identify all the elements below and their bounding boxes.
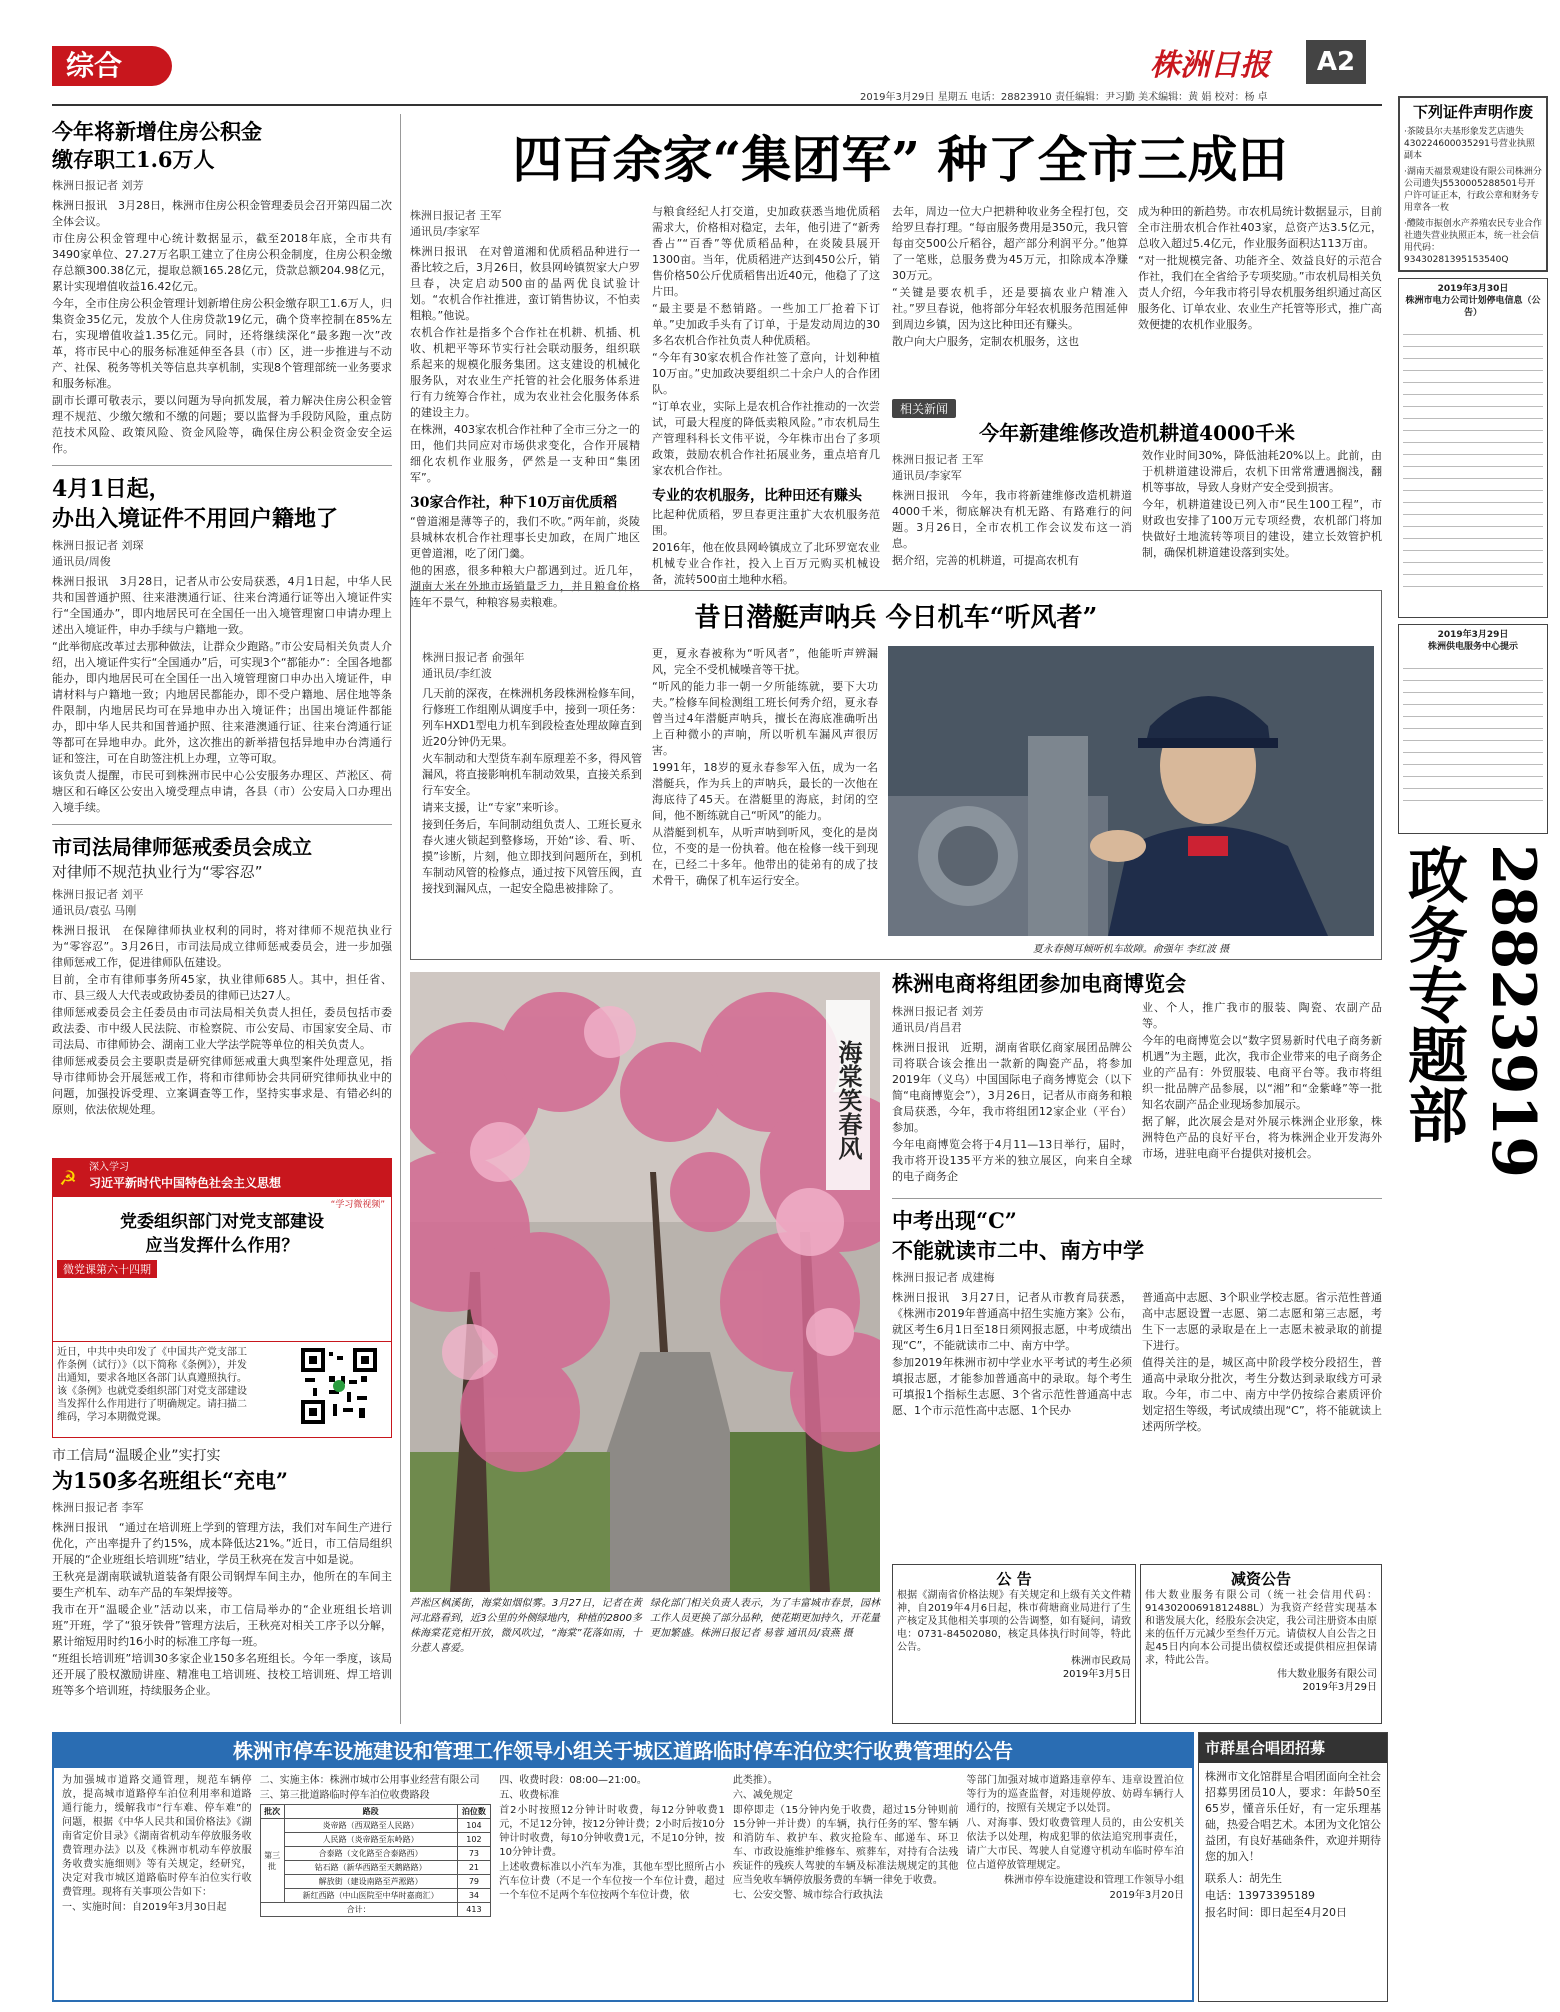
lead-col-3 (892, 204, 1128, 384)
paragraph: 该负责人提醒，市民可到株洲市民中心公安服务办理区、芦淞区、荷塘区和石峰区公安出入境受理点申请，各县（市）公安局入口办理出入境手续。 (52, 769, 392, 814)
outage-caption: 株洲供电服务中心提示 (1427, 642, 1518, 652)
table-cell: 合泰路（文化路至合泰路西） (284, 1847, 457, 1861)
article-ecommerce (892, 968, 1382, 1188)
dept-phone-vertical: 28823919 (1478, 844, 1548, 1178)
divider (52, 465, 392, 466)
paragraph: 我市在开“温暖企业”活动以来，市工信局举办的“企业班组长培训班”开班，学了“狼牙铁骨”管理方法后，王秋亮对相关工序予以分解，累计缩短用时约16小时的标准工序每一班。 (52, 1603, 392, 1648)
article-title-line: 中考出现“C” (892, 1208, 1017, 1233)
table-cell: 钻石路（新华西路至天鹅路路） (284, 1861, 457, 1875)
lead-col-2 (652, 204, 880, 586)
technician-photo (888, 646, 1374, 936)
page-number: A2 (1306, 40, 1366, 84)
byline: 株洲日报记者 李军 (52, 1501, 144, 1514)
article-title-line: 今年将新增住房公积金 (52, 119, 262, 144)
study-banner-line1: 深入学习 (89, 1162, 129, 1173)
divider (52, 824, 392, 825)
table-cell: 413 (457, 1903, 491, 1917)
paragraph: 比起种优质稻，罗旦春更注重扩大农机服务范围。 (652, 508, 880, 537)
lead-col-4 (1138, 204, 1382, 384)
table-row (260, 1847, 491, 1861)
paragraph: 业、个人，推广我市的服装、陶瓷、农副产品等。 (1142, 1001, 1382, 1030)
study-banner-tag: “学习微视频” (330, 1200, 385, 1210)
paragraph: 八、对海事、毁灯收费管理人员的，由公安机关依法予以处理，构成犯罪的依法追究刑事责任，请广大市民、驾驶人自觉遵守机动车临时停车泊位占道停放管理规定。 (966, 1818, 1185, 1871)
table-cell: 73 (457, 1847, 491, 1861)
paragraph: 接到任务后，车间制动组负责人、工班长夏永春火速火锁起到整修场，开始“诊、看、听、摸”诊断，片刻，他立即找到问题所在，到机车制动风管的检修点，通过按下风管压阀，直接找到漏风点，一起安全隐患被排除了。 (422, 818, 642, 895)
table-cell: 新红西路（中山医院至中华时嘉商汇） (284, 1889, 457, 1903)
paragraph: 三、第三批道路临时停车泊位收费路段 (259, 1790, 430, 1801)
notice-sign: 伟大数业服务有限公司 (1277, 1669, 1377, 1680)
paragraph: 散户向大户服务，定制农机服务，这也 (892, 335, 1079, 348)
paragraph: 株洲日报讯 3月28日，记者从市公安局获悉，4月1日起，中华人民共和国普通护照、往来港澳通行证、往来台湾通行证等出入境证件实行“全国通办”，即内地居民可在全国任一出入境管理窗口申请办理上述出入境证件，申办手续与户籍地一致。 (52, 575, 392, 636)
related-title: 今年新建维修改造机耕道4000千米 (979, 421, 1295, 445)
void-certificates-title: 下列证件声明作废 (1412, 103, 1533, 121)
outage-table-1 (1403, 323, 1543, 593)
paragraph: 更，夏永春被称为“听风者”，他能听声辨漏风，完全不受机械噪音等干扰。 (652, 647, 878, 676)
recruit-title: 市群星合唱团招募 (1199, 1733, 1387, 1763)
table-cell: 解放街（建设南路至芦淞路） (284, 1875, 457, 1889)
article-title: 市司法局律师惩戒委员会成立 (52, 835, 312, 859)
paragraph: 请来支援，让“专家”来听诊。 (422, 801, 566, 814)
table-cell: 合计： (260, 1903, 457, 1917)
table-head: 路段 (284, 1805, 457, 1819)
study-title-line: 党委组织部门对党支部建设 (120, 1212, 324, 1232)
choir-recruit-notice (1198, 1732, 1388, 2002)
paragraph: 株洲日报讯 在对曾道湘和优质稻品种进行一番比较之后，3月26日，攸县网岭镇贺家大户罗旦春，决定启动500亩的晶两优良试验计划。“农机合作社推进，蛮订销售协议，不怕卖粗粮。”他说。 (410, 245, 640, 322)
notice-capital-reduction (1140, 1564, 1382, 1724)
submarine-col-1 (422, 646, 642, 956)
paragraph: 今年的电商博览会以“数字贸易新时代电子商务新机遇”为主题，此次，我市企业带来的电子商务企业的产品有：外贸服装、电商平台等。我市将组织一批品牌产品参展，以“湘”和“金紫峰”等一批知名农副产品企业现场参加展示。 (1142, 1034, 1382, 1111)
study-title-line: 应当发挥什么作用？ (145, 1236, 299, 1256)
study-box (52, 1158, 392, 1342)
party-emblem-icon: ☭ (59, 1166, 77, 1190)
table-cell: 104 (457, 1819, 491, 1833)
article-exam (892, 1206, 1382, 1546)
byline: 株洲日报记者 刘琛 (52, 539, 144, 552)
byline: 通讯员/李家军 (410, 225, 480, 238)
article-exit-entry (52, 474, 392, 816)
paragraph: 几天前的深夜，在株洲机务段株洲检修车间，行修班工作组刚从调度手中，接到一项任务：列车HXD1型电力机车到段检查处理故障直到近20分钟仍无果。 (422, 687, 642, 748)
paragraph: 等部门加强对城市道路违章停车、违章设置泊位等行为的巡查监督，对违规停放、妨碍车辆行人通行的，按照有关规定予以处罚。 (966, 1775, 1185, 1814)
paragraph: 今年，机耕道建设已列入市“民生100工程”，市财政也安排了100万元专项经费，农机部门将加快做好土地流转等项目的建设，建立长效管护机制，确保机耕道建设落到实处。 (1142, 498, 1382, 559)
paragraph: 首2小时按照12分钟计时收费，每12分钟收费1元，不足12分钟，按12分钟计费；2小时后按10分钟计时收费，每10分钟收费1元，不足10分钟，按10分钟计费。 (499, 1805, 725, 1858)
paragraph: 株洲日报讯 近期，湖南省联亿商家展团品牌公司将联合该会推出一款新的陶瓷产品，将参加2019年（义乌）中国国际电子商务博览会（以下简“电商博览会”），3月26日，记者从市商务和粮食局获悉，今年，我市将组团12家企业（平台）参加。 (892, 1041, 1132, 1134)
paragraph: 据了解，此次展会是对外展示株洲企业形象，株洲特色产品的良好平台，将为株洲企业开发海外市场，进驻电商平台提供对接机会。 (1142, 1115, 1382, 1160)
outage-table-2 (1403, 657, 1543, 807)
byline: 株洲日报记者 俞强年 (422, 651, 525, 664)
technician-photo-caption: 夏永春侧耳倾听机车故障。俞强年 李红波 摄 (1032, 944, 1230, 955)
table-row (260, 1819, 491, 1833)
byline: 株洲日报记者 王军 (410, 209, 502, 222)
parking-notice (52, 1732, 1194, 2002)
article-lawyer-discipline (52, 833, 392, 1118)
related-news (892, 398, 1382, 578)
paragraph: 五、收费标准 (499, 1790, 560, 1801)
paragraph: 普通高中志愿、3个职业学校志愿。省示范性普通高中志愿设置一志愿、第二志愿和第三志愿，考生下一志愿的录取是在上一志愿未被录取的前提下进行。 (1142, 1291, 1382, 1352)
recruit-contact: 联系人：胡先生 (1205, 1872, 1282, 1885)
paragraph: 副市长谭可敬表示，要以问题为导向抓发展，着力解决住房公积金管理不规范、少缴欠缴和不缴的问题；要以监督为手段防风险，重点防范技术风险、政策风险、资金风险等，确保住房公积金资金安全运作。 (52, 394, 392, 455)
table-batch: 第三批 (260, 1819, 284, 1903)
parking-table (260, 1804, 492, 1917)
article-kicker: 市工信局“温暖企业”实打实 (52, 1448, 221, 1464)
paragraph: 参加2019年株洲市初中学业水平考试的考生必须填报志愿，才能参加普通高中的录取。每个考生可填报1个指标生志愿、3个省示范性普通高中志愿、1个市示范性高中志愿、1个民办 (892, 1356, 1132, 1417)
recruit-deadline: 报名时间：即日起至4月20日 (1205, 1906, 1347, 1919)
paragraph: “最主要是不愁销路。一些加工厂抢着下订单。”史加政手头有了订单，于是发动周边的30多名农机合作社负责人种优质稻。 (652, 302, 880, 347)
article-title-line: 不能就读市二中、南方中学 (892, 1238, 1144, 1263)
paragraph: 今年电商博览会将于4月11—13日举行，届时，我市将开设135平方米的独立展区，向来自全球的电子商务企 (892, 1138, 1132, 1183)
lead-col-1 (410, 204, 640, 609)
table-cell: 79 (457, 1875, 491, 1889)
article-title-line: 4月1日起， (52, 476, 171, 502)
notice-title: 减资公告 (1230, 1570, 1291, 1588)
paragraph: 效作业时间30%，降低油耗20%以上。此前，由于机耕道建设滞后，农机下田常常遭遇搁浅，翻机等事故，导致人身财产安全受到损害。 (1142, 449, 1382, 494)
notice-body: 伟大数业服务有限公司（统一社会信用代码：91430200691812488L）为我资产经营实现基本和谐发展大化，经股东会决定，我公司注册资本由原来的伍仟万元减少至叁仟万元。请债权人自公告之日起45日内向本公司提出债权偿还或提供相应担保请求，特此公告。 (1145, 1590, 1377, 1666)
paragraph: 1991年，18岁的夏永春参军入伍，成为一名潜艇兵，作为兵上的声呐兵，最长的一次他在海底待了45天。在潜艇里的海底，封闭的空间，他不断练就自己“听风”的能力。 (652, 761, 878, 822)
byline: 株洲日报记者 刘芳 (892, 1005, 984, 1018)
paragraph: 律师惩戒委员会主任委员由市司法局相关负责人担任，委员包括市委政法委、市中级人民法院、市检察院、市公安局、市国家安全局、市司法局、市律师协会、湖南工业大学法学院等单位的相关负责人。 (52, 1006, 392, 1051)
paragraph: 他的困惑，很多种粮大户都遇到过。近几年，湖南大米在外地市场销量乏力，并且粮食价格连年不景气，种粮容易卖粮难。 (410, 564, 640, 609)
paragraph: 去年，周边一位大户把耕种收业务全程打包，交给罗旦春打理。“每亩服务费用是350元，我只管每亩交500公斤稻谷，超产部分利润平分。”他算了一笔账，总服务费为45万元，扣除成本净赚30万元。 (892, 205, 1128, 282)
table-cell: 炎帝路（西双路至人民路） (284, 1819, 457, 1833)
void-item: ·茶陵县尔夫基形象发艺店遗失430224600035291号营业执照副本 (1404, 127, 1535, 161)
paragraph: “曾道湘是薄等子的，我们不吹。”两年前，炎陵县城林农机合作社理事长史加政，在周广地区更曾道湘，吃了闭门羹。 (410, 515, 640, 560)
paragraph: 从潜艇到机车，从听声呐到听风，变化的是岗位，不变的是一份执着。他在检修一线干到现在，已经二十多年。他带出的徒弟有的成了技术骨干，确保了机车运行安全。 (652, 826, 878, 887)
paragraph: 目前，全市有律师事务所45家，执业律师685人。其中，担任省、市、县三级人大代表或政协委员的律师已达27人。 (52, 973, 392, 1002)
table-head: 批次 (260, 1805, 284, 1819)
cherry-blossom-photo (410, 972, 880, 1592)
paragraph: “此举彻底改革过去那种做法，让群众少跑路。”市公安局相关负责人介绍，出入境证件实行“全国通办”后，可实现3个“都能办”：全国各地都能办，即内地居民可在全国任一出入境管理窗口申办出入境证件，申请材料与户籍地一致；内地居民都能办，即不受户籍地、居住地等条件限制，内地居民均可在异地申办出入境证件；出国出境证件都能办，即中华人民共和国普通护照、往来港澳通行证、往来台湾通行证等都可在异地申办。此外，这次推出的新举措包括异地申办台湾通行证和签注，可在自助签注机上办理，立等可取。 (52, 640, 392, 765)
paragraph: 二、实施主体：株洲市城市公用事业经营有限公司 (259, 1775, 480, 1786)
paragraph: 四、收费时段：08:00—21:00。 (499, 1775, 647, 1786)
header-rule (52, 104, 1382, 106)
paragraph: 一、实施时间：自2019年3月30日起 (62, 1902, 227, 1913)
paragraph: 即停即走（15分钟内免于收费，超过15分钟则前15分钟一并计费）的车辆，执行任务的军、警车辆和消防车、救护车、救灾抢险车、邮递车、环卫车、市政设施维护维修车、殡葬车，对持有合法残疾证件的残疾人驾驶的车辆及标准法规规定的其他应当免收车辆停放服务费的车辆一律免于收费。 (732, 1805, 959, 1886)
paragraph: 在株洲，403家农机合作社种了全市三分之一的田，他们共同应对市场供求变化，合作开展精细化农机作业服务，俨然是一支种田“集团军”。 (410, 423, 640, 484)
recruit-body: 株洲市文化馆群星合唱团面向全社会招募男团员10人，要求：年龄50至65岁，懂音乐任好，有一定乐理基础，热爱合唱艺术。本团为文化馆公益团，有良好基础条件，欢迎并期待您的加入！ (1205, 1770, 1381, 1863)
article-team-leader (52, 1446, 392, 1726)
lead-headline: 四百余家“集团军” 种了全市三成田 (512, 130, 1288, 189)
paragraph: 市住房公积金管理中心统计数据显示，截至2018年底，全市共有3490家单位、27.27万名职工建立了住房公积金制度，住房公积金缴存总额300.38亿元，提取总额165.28亿元，贷款总额204.98亿元，累计实现增值收益16.42亿元。 (52, 232, 392, 293)
paragraph: 据介绍，完善的机耕道，可提高农机有 (892, 554, 1079, 567)
date-line: 2019年3月29日 星期五 电话：28823910 责任编辑：尹习勤 美术编辑：黄 娟 校对：杨 卓 (860, 92, 1268, 103)
byline: 通讯员/李家军 (892, 469, 962, 482)
notice-title: 公 告 (996, 1570, 1032, 1588)
section-badge: 综合 (52, 46, 172, 86)
byline: 通讯员/周俊 (52, 555, 111, 568)
table-head: 泊位数 (457, 1805, 491, 1819)
table-cell: 102 (457, 1833, 491, 1847)
table-total-row (260, 1903, 491, 1917)
paragraph: 七、公安交警、城市综合行政执法 (732, 1890, 883, 1901)
paragraph: 成为种田的新趋势。市农机局统计数据显示，目前全市注册农机合作社403家，总资产达3.5亿元，总收入超过5.4亿元，作业服务面积达113万亩。 (1138, 205, 1382, 250)
paragraph: 上述收费标准以小汽车为准，其他车型比照所占小汽车位计费（不足一个车位按一个车位计费，超过一个车位不足两个车位按两个车位计费，依 (499, 1862, 725, 1901)
recruit-phone: 电话：13973395189 (1205, 1889, 1315, 1902)
paragraph: 为加强城市道路交通管理，规范车辆停放，提高城市道路停车泊位利用率和道路通行能力，缓解我市“行车难、停车难”的问题，根据《中华人民共和国价格法》《湖南省定价目录》《湖南省机动车停放服务收费管理办法》以及《株洲市机动车停放服务收费实施细则》等有关规定，经研究，决定对我市城区道路临时停车泊位实行收费管理。现将有关事项公告如下： (62, 1775, 252, 1898)
table-cell: 34 (457, 1889, 491, 1903)
flower-vertical-title: 海棠笑春风 (826, 1000, 870, 1190)
paragraph: 值得关注的是，城区高中阶段学校分段招生，普通高中录取分批次，考生分数达到录取线方可录取。今年，市二中、南方中学仍按综合素质评价划定招生等级，考试成绩出现“C”，将不能就读上述两所学校。 (1142, 1356, 1382, 1433)
study-paragraph: 近日，中共中央印发了《中国共产党支部工作条例（试行）》（以下简称《条例》），并发出通知，要求各地区各部门认真遵照执行。该《条例》也就党委组织部门对党支部建设当发挥什么作用进行了明确规定。请扫描二维码，学习本期微党课。 (57, 1347, 247, 1423)
paragraph: “对一批规模完备、功能齐全、效益良好的示范合作社，我们在全省给予专项奖励。”市农机局相关负责人介绍，今年我市将引导农机服务组织通过高区服务化、订单农业、农业生产托管等形式，推广高效便捷的农机作业服务。 (1138, 254, 1382, 331)
notice-date: 2019年3月5日 (1062, 1669, 1131, 1680)
study-episode-badge: 微党课第六十四期 (57, 1260, 157, 1278)
outage-date: 2019年3月30日 (1437, 284, 1509, 294)
submarine-col-2 (652, 646, 878, 956)
paragraph: “班组长培训班”培训30多家企业150多名班组长。今年一季度，该局还开展了股权激励讲座、精准电工培训班、技校工培训班、焊工培训班等多个培训班，持续服务企业。 (52, 1652, 392, 1697)
table-row (260, 1833, 491, 1847)
paragraph: 与粮食经纪人打交道，史加政获悉当地优质稻需求大，价格相对稳定，去年，他引进了“新秀香占”“百香”等优质稻品种，在炎陵县展开1300亩。当年，优质稻进产达到450公斤，销售价格50公斤优质稻售出近40元，他稳了了这片田。 (652, 205, 880, 298)
divider (892, 1198, 1382, 1199)
paragraph: 此类推）。 (732, 1775, 778, 1786)
table-row (260, 1889, 491, 1903)
parking-sign: 株洲市停车设施建设和管理工作领导小组 (1004, 1875, 1185, 1886)
article-title-line: 缴存职工1.6万人 (52, 147, 215, 172)
paragraph: 株洲日报讯 3月27日，记者从市教育局获悉，《株洲市2019年普通高中招生实施方案》公布，就区考生6月1日至18日须网报志愿，中考成绩出现“C”，不能就读市二中、南方中学。 (892, 1291, 1132, 1352)
outage-date: 2019年3月29日 (1437, 630, 1509, 640)
void-item: ·醴陵市振创水产养殖农民专业合作社遗失营业执照正本，统一社会信用代码：93430281395153540Q (1404, 219, 1542, 265)
power-outage-notice-2 (1398, 624, 1548, 834)
paragraph: 株洲日报讯 在保障律师执业权利的同时，将对律师不规范执业行为“零容忍”。3月26日，市司法局成立律师惩戒委员会，进一步加强律师惩戒工作，促进律师队伍建设。 (52, 924, 392, 969)
outage-caption: 株洲市电力公司计划停电信息（公告） (1405, 296, 1541, 318)
paragraph: 2016年，他在攸县网岭镇成立了北环罗宽农业机械专业合作社，投入上百万元购买机械设备，流转500亩土地种水稻。 (652, 541, 880, 586)
notice-date: 2019年3月29日 (1302, 1682, 1377, 1693)
flower-caption-right: 绿化部门相关负责人表示，为了丰富城市春景，园林工作人员更换了部分品种，使花期更加持久，开花量更加繁盛。株洲日报记者 易蓉 通讯员/袁燕 摄 (650, 1598, 880, 1639)
article-title: 株洲电商将组团参加电商博览会 (892, 971, 1186, 996)
paragraph: 株洲日报讯 今年，我市将新建维修改造机耕道4000千米，彻底解决有机无路、有路难行的问题。3月26日，全市农机工作会议发布这一消息。 (892, 489, 1132, 550)
void-item: ·湖南天福景观建设有限公司株洲分公司遗失J5530005288501号开户许可证正本，行政公章和财务专用章各一枚 (1404, 167, 1542, 213)
paragraph: “订单农业，实际上是农机合作社推动的一次尝试，可最大程度的降低卖粮风险。”市农机局生产管理科科长文伟平说，今年株市出台了多项政策，鼓励农机合作社拓展业务，重点培育几家农机合作社。 (652, 400, 880, 477)
paragraph: 王秋亮是湖南联诚轨道装备有限公司钢焊车间主办，他所在的车间主要生产机车、动车产品的车架焊接等。 (52, 1570, 392, 1599)
void-certificates-box (1398, 96, 1548, 272)
paper-masthead: 株洲日报 (1150, 48, 1270, 83)
byline: 株洲日报记者 王军 (892, 453, 984, 466)
flower-caption-left: 芦淞区枫溪街，海棠如烟似雾。3月27日，记者在黄河北路看到，近3公里的外侧绿地内，种植的2800多株海棠花竞相开放，微风吹过，“海棠”花落如雨，十分惹人喜爱。 (410, 1598, 642, 1654)
article-title-line: 办出入境证件不用回户籍地了 (52, 506, 339, 532)
paragraph: “听风的能力非一朝一夕所能练就，要下大功夫。”检修车间检测组工班长何秀介绍，夏永春曾当过4年潜艇声呐兵，擅长在海底准确听出上百种微小的声响，所以听机车漏风声很厉害。 (652, 680, 878, 757)
study-banner (53, 1159, 391, 1197)
lead-subhead: 30家合作社，种下10万亩优质稻 (410, 495, 617, 511)
table-row (260, 1875, 491, 1889)
paragraph: “关键是要农机手，还是要搞农业户精准入社。”罗旦春说，他将部分年轻农机服务范围延伸到周边乡镇，因为这比种田还有赚头。 (892, 286, 1128, 331)
table-cell: 人民路（炎帝路至东岭路） (284, 1833, 457, 1847)
notice-body: 根据《湖南省价格法规》有关规定和上级有关文件精神，自2019年4月6日起，株市荷塘商业局进行了生产核定及其他相关事项的公告调整，如有疑问，请致电：0731-84502080，核定具体执行时间等，特此公告。 (897, 1590, 1131, 1653)
parking-title: 株洲市停车设施建设和管理工作领导小组关于城区道路临时停车泊位实行收费管理的公告 (54, 1734, 1192, 1768)
byline: 株洲日报记者 成建梅 (892, 1271, 995, 1284)
study-body (52, 1342, 392, 1438)
paragraph: 株洲日报讯 3月28日，株洲市住房公积金管理委员会召开第四届二次全体会议。 (52, 199, 392, 228)
related-tag: 相关新闻 (892, 399, 956, 418)
byline: 通讯员/李红波 (422, 667, 492, 680)
paragraph: 今年，全市住房公积金管理计划新增住房公积金缴存职工1.6万人，归集资金35亿元，发放个人住房贷款19亿元，确个贷率控制在85%左右，实现增值收益1.35亿元。同时，还将继续深化“最多跑一次”改革，将市民中心的服务标准延伸至各县（市）区，进一步推进与不动产、社保、税务等机关等信息共享机制，实现8个管理部统一业务要求和服务标准。 (52, 297, 392, 390)
submarine-headline: 昔日潜艇声呐兵 今日机车“听风者” (694, 603, 1098, 633)
power-outage-notice-1 (1398, 278, 1548, 618)
notice-sign: 株洲市民政局 (1071, 1656, 1131, 1667)
table-cell: 21 (457, 1861, 491, 1875)
table-row (260, 1861, 491, 1875)
study-banner-line2: 习近平新时代中国特色社会主义思想 (89, 1176, 282, 1190)
notice-public (892, 1564, 1136, 1724)
paragraph: 农机合作社是指多个合作社在机耕、机插、机收、机耙平等环节实行社会联动服务，组织联系起来的规模化服务集团。这支建设的机械化服务队，对农业生产托管的社会化服务体系进行有力统筹合作社，成为农业社会化服务体系的建设主力。 (410, 326, 640, 419)
right-column (1398, 96, 1548, 1546)
qr-code-icon[interactable] (299, 1346, 379, 1426)
byline: 株洲日报记者 刘芳 (52, 179, 144, 192)
article-title: 为150多名班组长“充电” (52, 1468, 288, 1493)
paragraph: 六、减免规定 (732, 1790, 793, 1801)
article-subtitle: 对律师不规范执业行为“零容忍” (52, 863, 263, 881)
byline: 通讯员/肖昌君 (892, 1021, 962, 1034)
byline: 株洲日报记者 刘平 (52, 888, 144, 901)
lead-subhead: 专业的农机服务，比种田还有赚头 (652, 488, 862, 504)
paragraph: 律师惩戒委员会主要职责是研究律师惩戒重大典型案件处理意见，指导市律师协会开展惩戒工作，将和市律师协会共同研究律师执业中的问题，加强投诉受理、立案调查等工作，坚持实事求是、有错必纠的原则，依法依规处理。 (52, 1055, 392, 1116)
column-divider (400, 114, 401, 1724)
byline: 通讯员/袁弘 马刚 (52, 904, 137, 917)
dept-vertical-label: 政务专题部 (1398, 844, 1468, 1144)
article-housing-fund (52, 118, 392, 457)
parking-date: 2019年3月20日 (1109, 1890, 1185, 1901)
paragraph: 株洲日报讯 “通过在培训班上学到的管理方法，我们对车间生产进行优化，产出率提升了约15%，成本降低达21%。”近日，市工信局组织开展的“企业班组长培训班”结业，学员王秋亮在发言中如是说。 (52, 1521, 392, 1566)
paragraph: 火车制动和大型货车刹车原理差不多，得风管漏风，将直接影响机车制动效果，直接关系到行车安全。 (422, 752, 642, 797)
paragraph: “今年有30家农机合作社签了意向，计划种植10万亩。”史加政决要组织二十余户人的合作团队。 (652, 351, 880, 396)
